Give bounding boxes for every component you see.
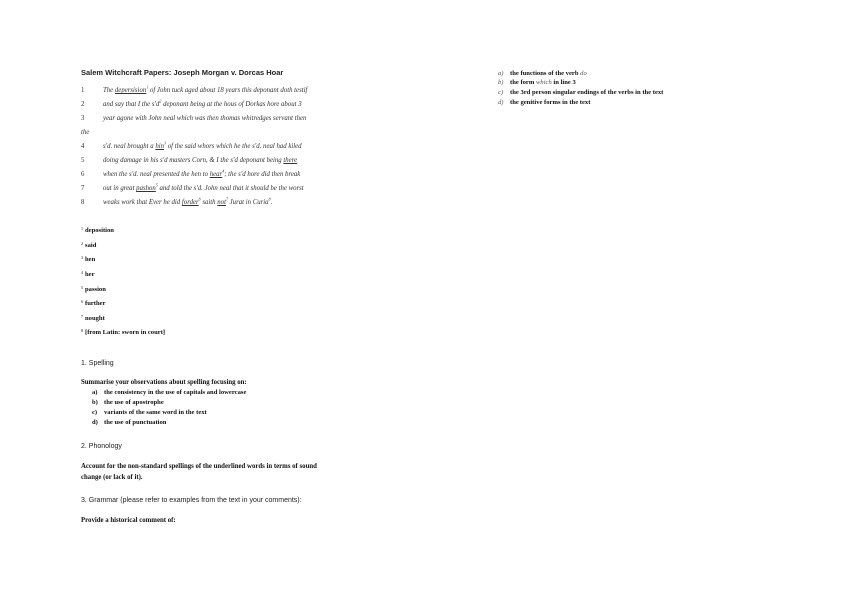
line-text: doing damage in his s'd masters Corn, & I the s'd deponant being there xyxy=(103,157,298,164)
section-intro-phonology-2: change (or lack of it). xyxy=(81,474,143,481)
list-item: a) the consistency in the use of capitals and lowercase xyxy=(92,389,247,396)
footnote-8: $^8$ [from Latin: sworn in court] xyxy=(81,328,166,336)
section-heading-spelling: 1. Spelling xyxy=(81,360,114,367)
list-item: d) the use of punctuation xyxy=(92,419,167,426)
line-text: The depersision$^1$ of John tuck aged about 18 years this deponant doth testif xyxy=(103,84,308,94)
line-number: 7 xyxy=(81,185,85,192)
footnote-2: $^2$ said xyxy=(81,241,97,249)
line-number: 2 xyxy=(81,101,85,108)
section-intro-phonology: Account for the non-standard spellings of the underlined words in terms of sound xyxy=(81,463,317,470)
footnote-5: $^5$ passion xyxy=(81,285,106,293)
line-text: s'd. neal brought a hin$^3$ of the said whors which he the s'd. neal had kiled xyxy=(103,140,302,150)
page-title: Salem Witchcraft Papers: Joseph Morgan v. Dorcas Hoar xyxy=(81,68,284,77)
text-line-3-continuation: the xyxy=(81,129,90,136)
footnote-3: $^3$ hen xyxy=(81,255,96,263)
footnote-4: $^4$ her xyxy=(81,270,95,278)
footnote-7: $^7$ nought xyxy=(81,314,105,322)
list-item: b) the use of apostrophe xyxy=(92,399,164,406)
line-number: 6 xyxy=(81,171,85,178)
line-number: 3 xyxy=(81,115,85,122)
line-number: 4 xyxy=(81,143,85,150)
line-text: and say that I the $s'd^2$ deponant being at the hous of Dorkas hore about 3 xyxy=(103,98,302,108)
line-number: 5 xyxy=(81,157,85,164)
list-item: c) variants of the same word in the text xyxy=(92,409,207,416)
line-text: out in great pashon$^5$ and told the s'd. John neal that it should be the worst xyxy=(103,182,304,192)
section-intro-spelling: Summarise your observations about spelling focusing on: xyxy=(81,379,247,386)
right-list-item: a) the functions of the verb do xyxy=(498,70,587,77)
footnote-1: $^1$ deposition xyxy=(81,226,114,234)
line-text: year agone with John neal which was then thomas whitredges servant then xyxy=(103,115,307,122)
section-intro-grammar: Provide a historical comment of: xyxy=(81,517,176,524)
line-number: 1 xyxy=(81,87,85,94)
footnote-6: $^6$ further xyxy=(81,299,106,307)
line-number: 8 xyxy=(81,199,85,206)
right-list-item: b) the form which in line 3 xyxy=(498,79,576,86)
right-list-item: c) the 3rd person singular endings of the verbs in the text xyxy=(498,89,664,96)
section-heading-phonology: 2. Phonology xyxy=(81,443,122,450)
section-heading-grammar: 3. Grammar (please refer to examples from the text in your comments): xyxy=(81,497,302,504)
line-text: weaks work that Ever he did forder$^6$ saith not$^7$ Jurat in Curia$^8$. xyxy=(103,196,273,206)
right-list-item: d) the genitive forms in the text xyxy=(498,99,591,106)
line-text: when the s'd. neal presented the hen to hear$^4$; the s'd hore did then break xyxy=(103,168,301,178)
